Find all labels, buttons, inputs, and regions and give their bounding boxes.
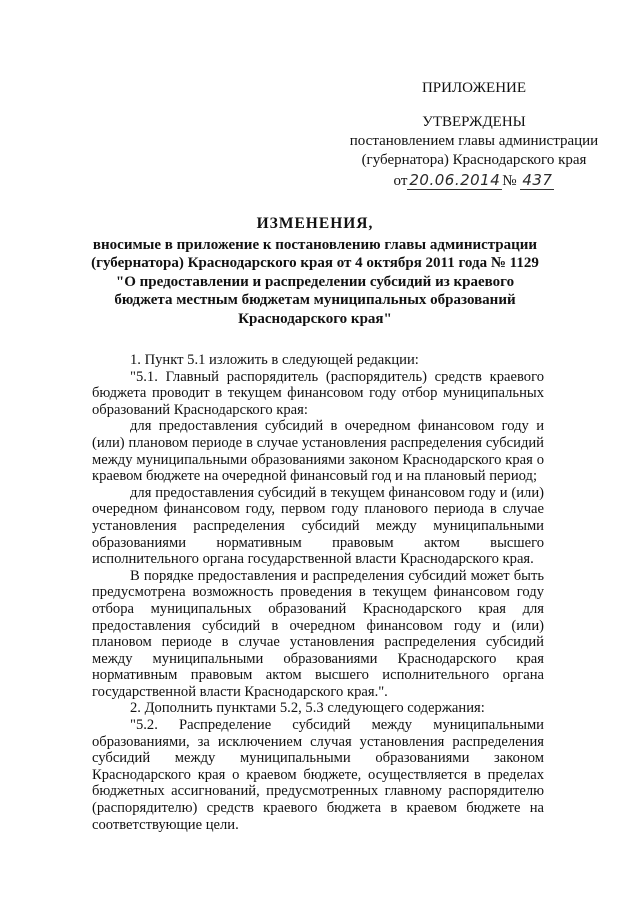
- approved-by-line-2: (губернатора) Краснодарского края: [361, 152, 587, 168]
- title-line-3: "О предоставлении и распределении субсидий из краевого: [115, 273, 515, 290]
- appendix-label: ПРИЛОЖЕНИЕ: [421, 80, 527, 96]
- document-title: [80, 215, 550, 328]
- title-line-5: Краснодарского края": [238, 310, 392, 327]
- title-main: ИЗМЕНЕНИЯ,: [256, 215, 374, 232]
- title-line-1: вносимые в приложение к постановлению главы администрации: [92, 236, 538, 253]
- handwritten-date: 20.06.2014: [409, 171, 501, 189]
- document-body: [92, 352, 544, 833]
- approval-block: [318, 113, 630, 191]
- number-prefix: №: [502, 173, 517, 189]
- paragraph-7: "5.2. Распределение субсидий между муниципальными образованиями, за исключением случая установления распределения субсидий между муниципальными образованиями законом Краснодарского края о краевом бюджете, осуществляется в пределах бюджетных ассигнований, предусмотренных главному распорядителю (распорядителю) средств краевого бюджета в краевом бюджете на соответствующие цели.: [92, 717, 544, 833]
- paragraph-1: 1. Пункт 5.1 изложить в следующей редакции:: [130, 352, 419, 368]
- title-line-2: (губернатора) Краснодарского края от 4 октября 2011 года № 1129: [91, 255, 539, 271]
- paragraph-6: 2. Дополнить пунктами 5.2, 5.3 следующего содержания:: [130, 700, 485, 717]
- approved-by-line-1: постановлением главы администрации: [349, 133, 599, 149]
- paragraph-3: для предоставления субсидий в очередном финансовом году и (или) плановом периоде в случае установления распределения субсидий между муниципальными образованиями законом Краснодарского края о краевом бюджете на очередной финансовый год и на плановый период;: [92, 418, 544, 485]
- approved-label: УТВЕРЖДЕНЫ: [422, 114, 526, 130]
- handwritten-number: 437: [522, 171, 553, 189]
- paragraph-5: В порядке предоставления и распределения субсидий может быть предусмотрена возможность проведения в текущем финансовом году отбора муниципальных образований Краснодарского края для предоставления субсидий в очередном финансовом году и (или) плановом периоде в случае установления распределения субсидий между муниципальными образованиями Краснодарского края нормативным правовым актом высшего исполнительного органа государственной власти Краснодарского края.".: [92, 567, 544, 700]
- title-line-4: бюджета местным бюджетам муниципальных образований: [114, 292, 516, 308]
- date-number-line: [318, 171, 630, 191]
- paragraph-2: "5.1. Главный распорядитель (распорядитель) средств краевого бюджета проводит в текущем финансовом году отбор муниципальных образований Краснодарского края:: [92, 368, 544, 418]
- date-prefix: от: [393, 173, 408, 189]
- paragraph-4: для предоставления субсидий в текущем финансовом году и (или) очередном финансовом году, первом году планового периода в случае установления распределения субсидий между муниципальными образованиями нормативным правовым актом высшего исполнительного органа государственной власти Краснодарского края.: [92, 484, 544, 568]
